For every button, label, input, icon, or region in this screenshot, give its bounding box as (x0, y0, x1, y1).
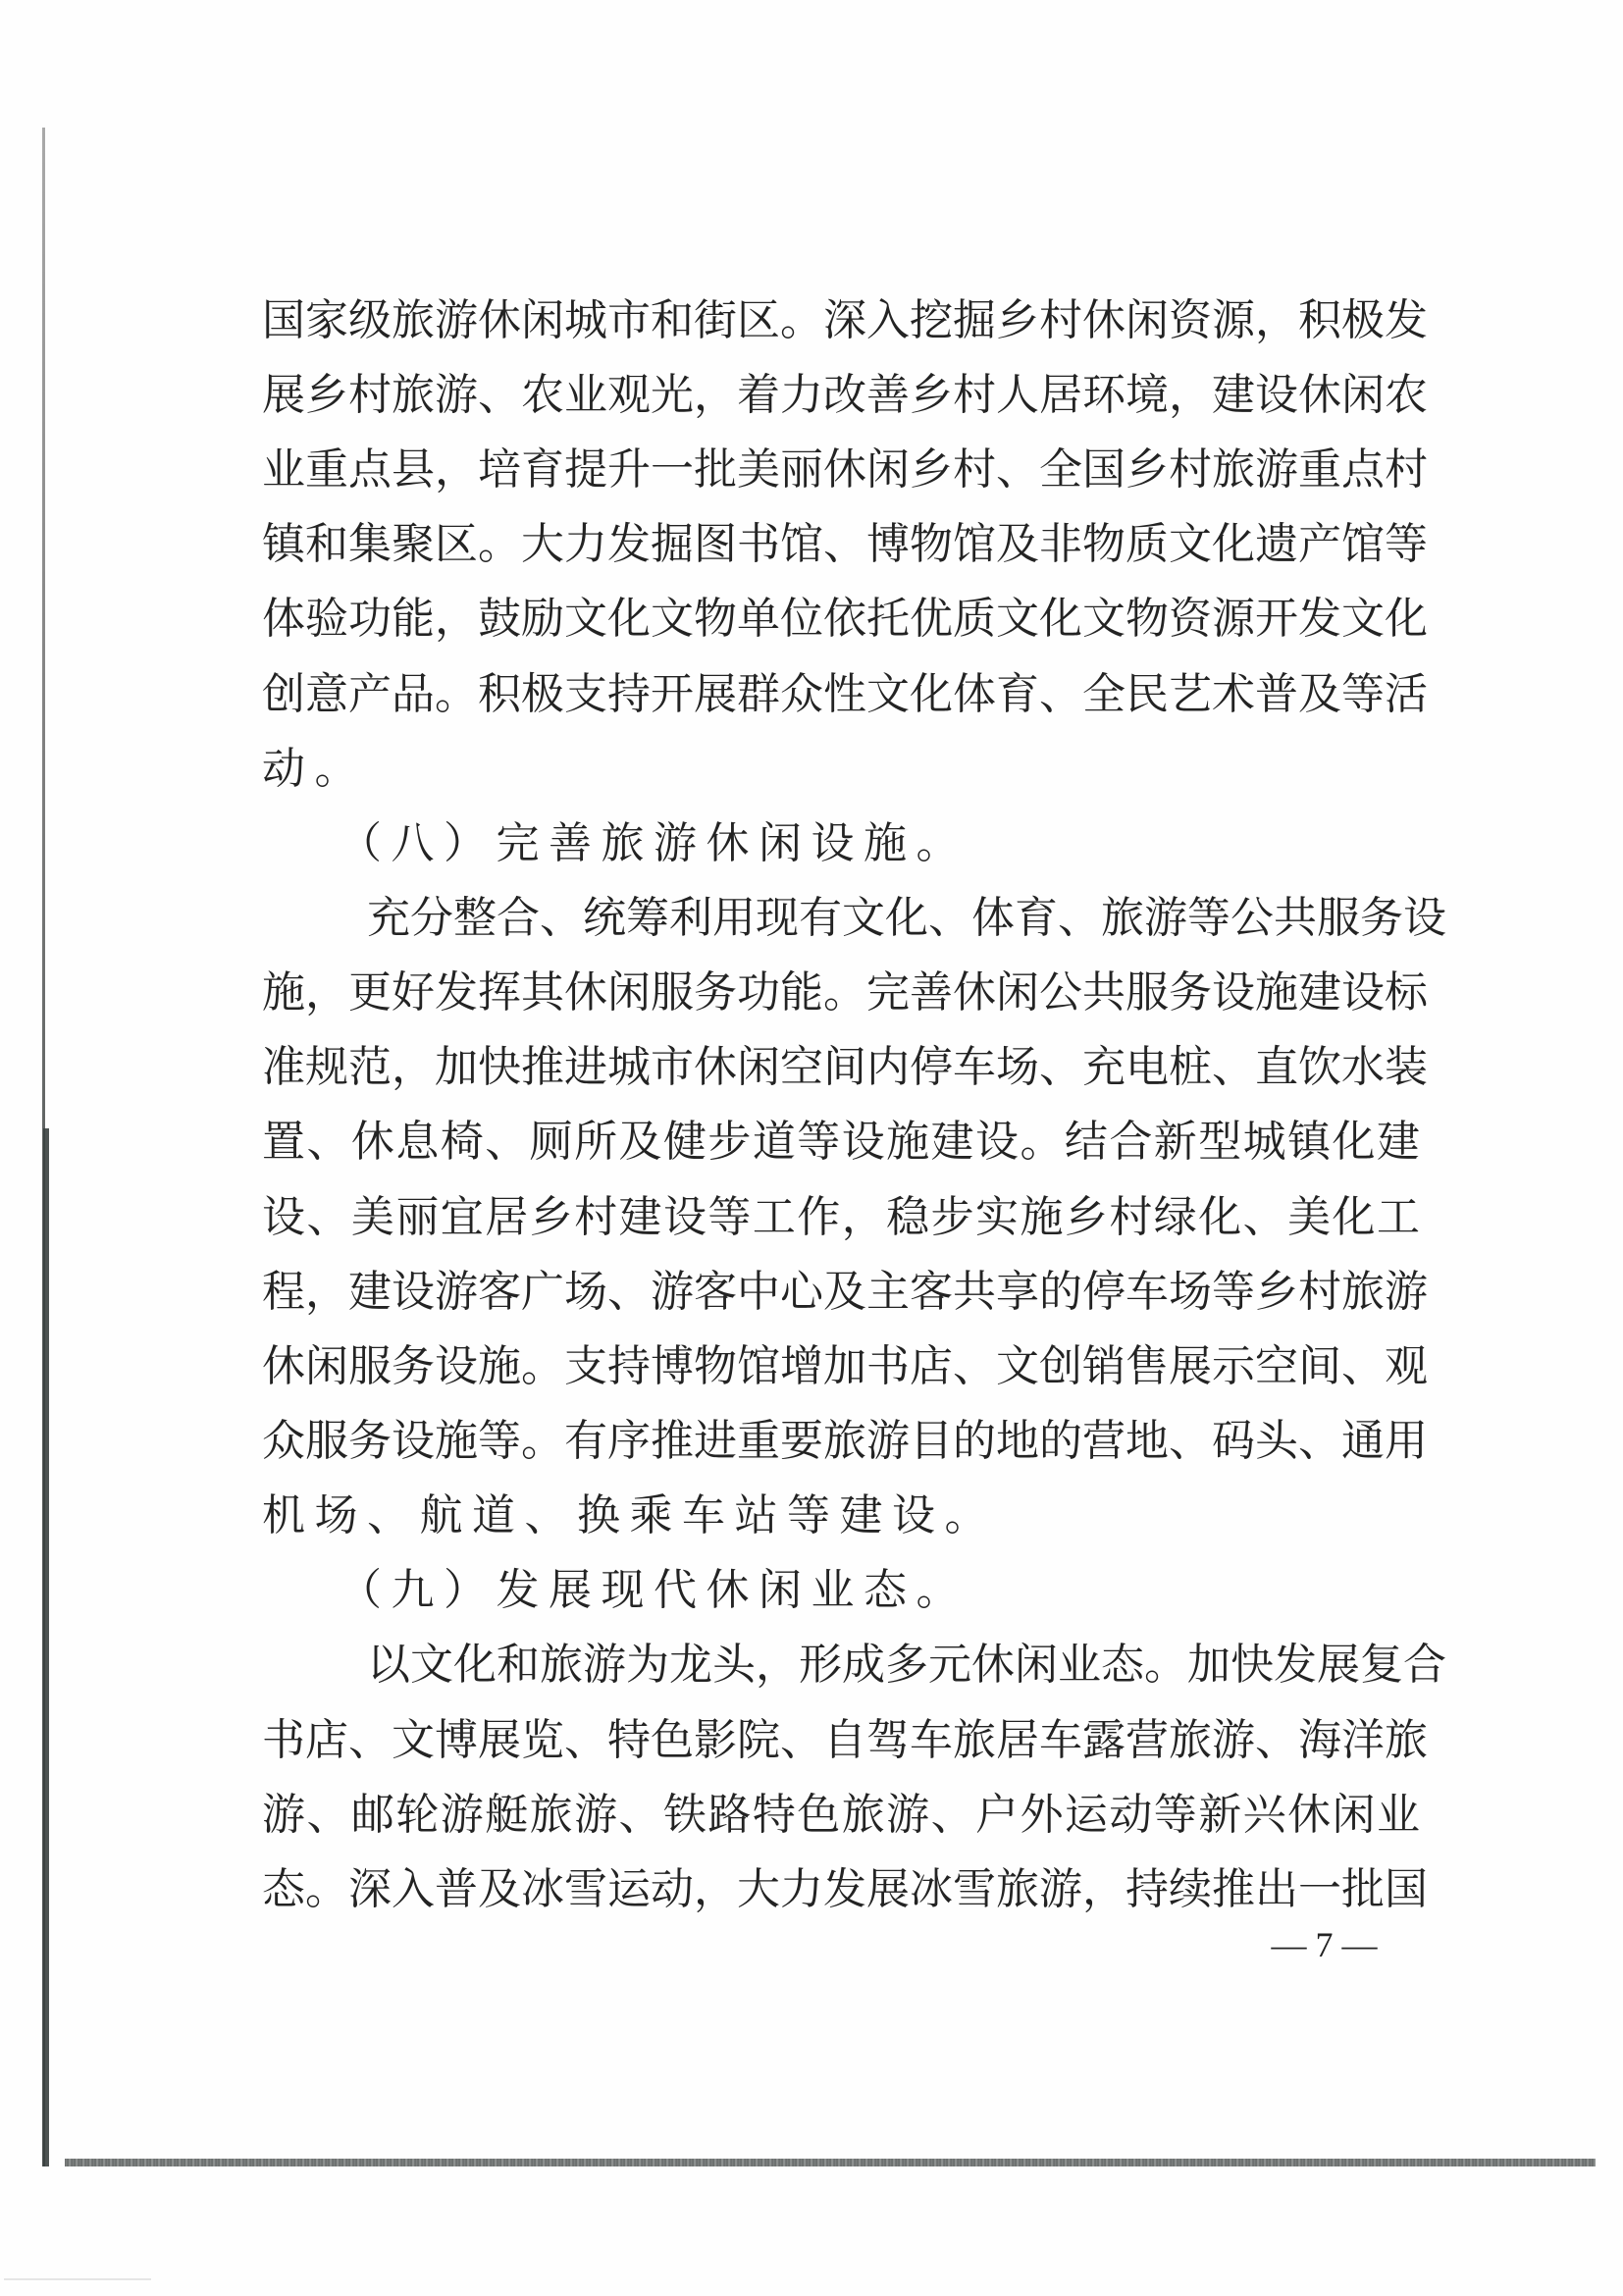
section-heading-8: （八）完善旅游休闲设施。 (339, 818, 969, 868)
body-text-line: 休闲服务设施。支持博物馆增加书店、文创销售展示空间、观 (262, 1341, 1428, 1391)
body-text-line: 置、休息椅、厕所及健步道等设施建设。结合新型城镇化建 (262, 1117, 1420, 1167)
scan-left-edge-shadow (43, 1128, 49, 2166)
body-text-line: 游、邮轮游艇旅游、铁路特色旅游、户外运动等新兴休闲业 (262, 1790, 1420, 1840)
body-text-line: 施，更好发挥其休闲服务功能。完善休闲公共服务设施建设标 (262, 967, 1428, 1018)
body-text-line: 程，建设游客广场、游客中心及主客共享的停车场等乡村旅游 (262, 1267, 1428, 1317)
body-text-line: 众服务设施等。有序推进重要旅游目的地的营地、码头、通用 (262, 1416, 1428, 1466)
body-text-line: 动。 (262, 744, 367, 794)
section-heading-9: （九）发展现代休闲业态。 (339, 1565, 969, 1615)
body-text-line: 国家级旅游休闲城市和街区。深入挖掘乡村休闲资源，积极发 (262, 295, 1428, 345)
body-text-line: 创意产品。积极支持开展群众性文化体育、全民艺术普及等活 (262, 669, 1428, 719)
body-text-line: 镇和集聚区。大力发掘图书馆、博物馆及非物质文化遗产馆等 (262, 519, 1428, 569)
scan-corner-mark (4, 2278, 151, 2280)
body-text-line: 业重点县，培育提升一批美丽休闲乡村、全国乡村旅游重点村 (262, 444, 1428, 495)
body-text-line: 机场、航道、换乘车站等建设。 (262, 1490, 997, 1540)
page-number: — 7 — (1271, 1925, 1378, 1964)
paragraph-first-line: 以文化和旅游为龙头，形成多元休闲业态。加快发展复合 (367, 1640, 1446, 1690)
paragraph-first-line: 充分整合、统筹利用现有文化、体育、旅游等公共服务设 (367, 893, 1446, 943)
scan-bottom-edge-line (65, 2159, 1596, 2166)
body-text-line: 展乡村旅游、农业观光，着力改善乡村人居环境，建设休闲农 (262, 370, 1428, 420)
body-text-line: 书店、文博展览、特色影院、自驾车旅居车露营旅游、海洋旅 (262, 1715, 1428, 1765)
body-text-line: 态。深入普及冰雪运动，大力发展冰雪旅游，持续推出一批国 (262, 1864, 1428, 1914)
body-text-line: 准规范，加快推进城市休闲空间内停车场、充电桩、直饮水装 (262, 1042, 1428, 1092)
body-text-line: 设、美丽宜居乡村建设等工作，稳步实施乡村绿化、美化工 (262, 1192, 1420, 1242)
body-text-line: 体验功能，鼓励文化文物单位依托优质文化文物资源开发文化 (262, 594, 1428, 644)
